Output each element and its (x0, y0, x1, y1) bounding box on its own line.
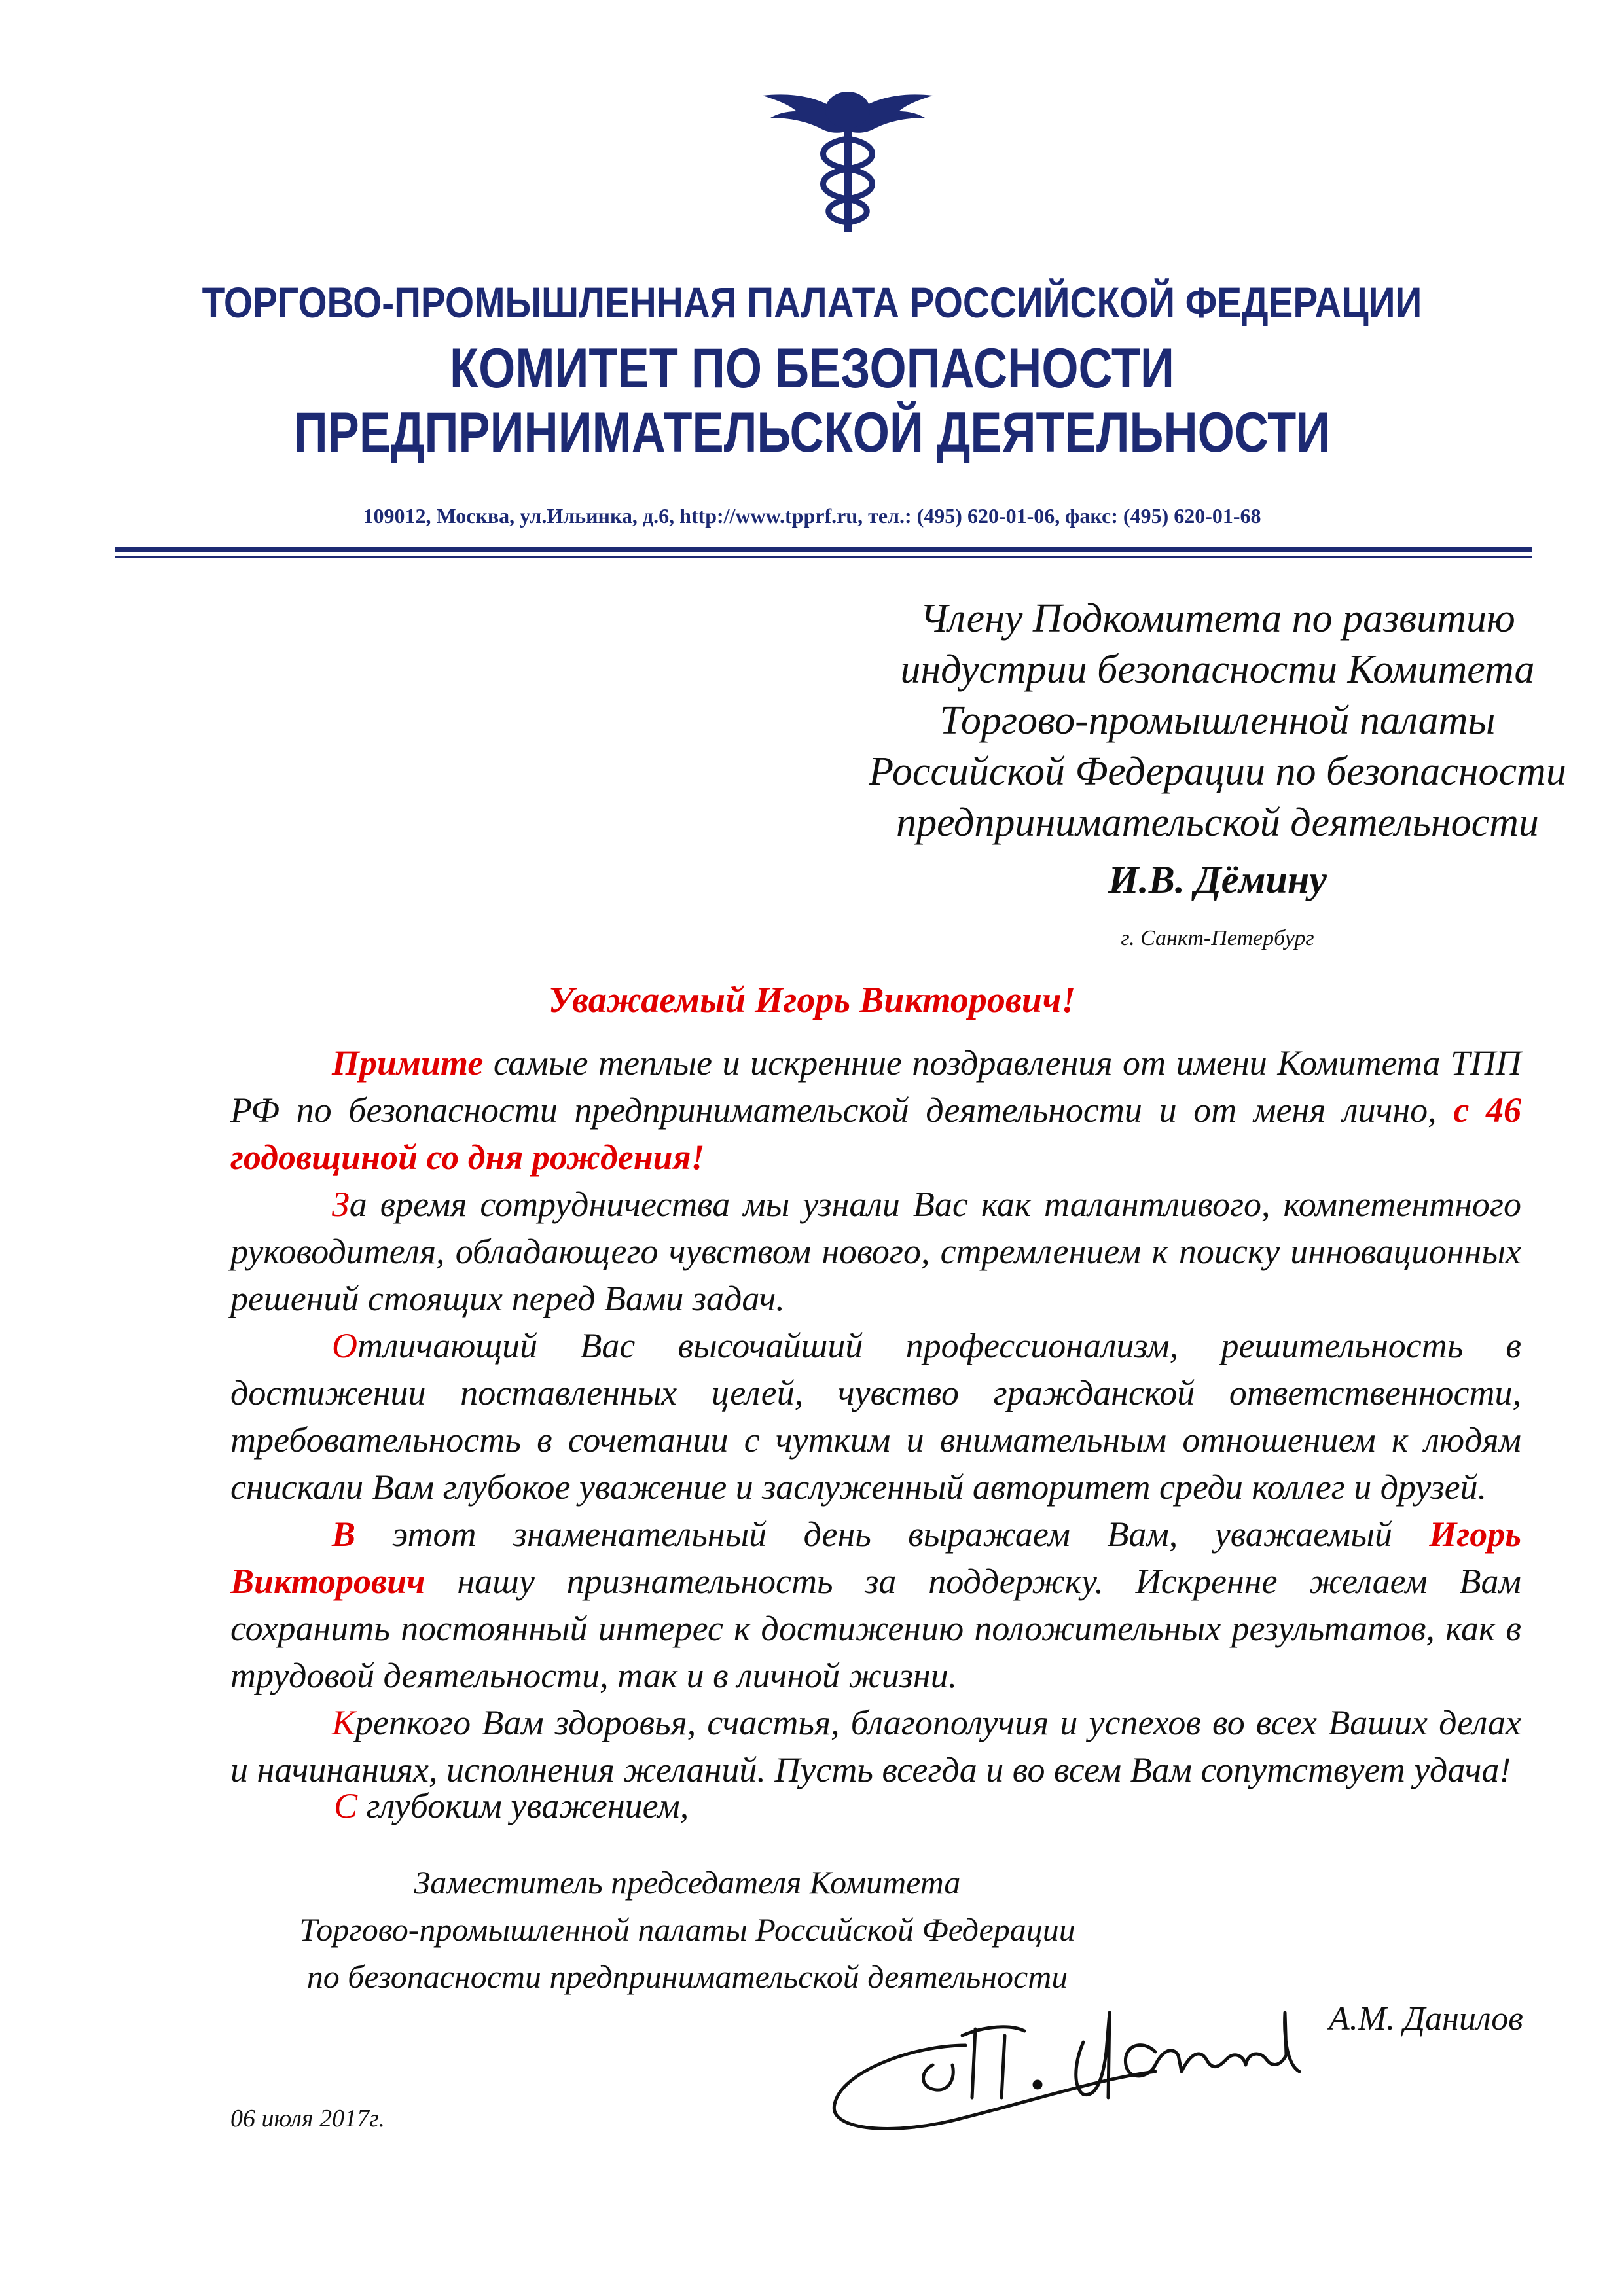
paragraph-wishes (230, 1699, 1521, 1793)
position-line: по безопасности предпринимательской деятельности (306, 1958, 1068, 1995)
birthday-highlight: с 46 годовщиной со дня рождения! (230, 1090, 1521, 1177)
recipient-name-highlight: Игорь Викторович (230, 1515, 1521, 1601)
recipient-line: Российской Федерации по безопасности (869, 749, 1566, 794)
recipient-block (857, 593, 1578, 848)
closing-initial: С (334, 1786, 358, 1825)
paragraph-text: а время сотрудничества мы узнали Вас как талантливого, компетентного руководителя, обладающего чувством нового, стремлением к поиску инновационных решений стоящих перед Вами задач. (230, 1185, 1521, 1318)
recipient-name: И.В. Дёмину (1108, 858, 1327, 901)
paragraph-gratitude (230, 1511, 1521, 1699)
paragraph-text: этот знаменательный день выражаем Вам, уважаемый (355, 1515, 1430, 1554)
recipient-line: Торгово-промышленной палаты (939, 698, 1496, 743)
paragraph-initial: О (332, 1326, 357, 1365)
letterhead-committee-subtitle: ПРЕДПРИНИМАТЕЛЬСКОЙ ДЕЯТЕЛЬНОСТИ (293, 401, 1331, 464)
paragraph-initial: З (332, 1185, 350, 1224)
signatory-name: А.М. Данилов (1329, 2000, 1523, 2037)
letter-date: 06 июля 2017г. (230, 2105, 385, 2132)
paragraph-initial: В (332, 1515, 356, 1554)
paragraph-congratulation (230, 1039, 1521, 1181)
paragraph-text: нашу признательность за поддержку. Искренне желаем Вам сохранить постоянный интерес к достижению положительных результатов, как в трудовой деятельности, так и в личной жизни. (230, 1562, 1521, 1695)
salutation: Уважаемый Игорь Викторович! (548, 980, 1076, 1020)
paragraph-text: тличающий Вас высочайший профессионализм, решительность в достижении поставленных целей, чувство гражданской ответственности, требовательность в сочетании с чутким и внимательным отношением к людям снискали Вам глубокое уважение и заслуженный авторитет среди коллег и друзей. (230, 1326, 1521, 1507)
paragraph-text: самые теплые и искренние поздравления от имени Комитета ТПП РФ по безопасности предпринимательской деятельности и от меня лично, (230, 1043, 1521, 1130)
recipient-line: индустрии безопасности Комитета (900, 647, 1535, 692)
recipient-city: г. Санкт-Петербург (1121, 926, 1314, 950)
letterhead-committee: КОМИТЕТ ПО БЕЗОПАСНОСТИ (450, 337, 1174, 400)
handwritten-signature-icon (815, 1973, 1352, 2144)
position-line: Торгово-промышленной палаты Российской Федерации (299, 1911, 1075, 1948)
letterhead-organization: ТОРГОВО-ПРОМЫШЛЕННАЯ ПАЛАТА РОССИЙСКОЙ ФЕДЕРАЦИИ (202, 278, 1422, 327)
closing-text: глубоким уважением, (357, 1786, 689, 1825)
recipient-line: предпринимательской деятельности (896, 800, 1539, 845)
letterhead-address: 109012, Москва, ул.Ильинка, д.6, http://www.tpprf.ru, тел.: (495) 620-01-06, факс: (495) 620-01-68 (363, 504, 1261, 528)
paragraph-initial: К (332, 1703, 355, 1742)
paragraph-text: репкого Вам здоровья, счастья, благополучия и успехов во всех Ваших делах и начинаниях, исполнения желаний. Пусть всегда и во всем Вам сопутствует удача! (230, 1703, 1521, 1789)
letterhead-divider-thin (115, 556, 1532, 558)
letter-body (230, 1039, 1521, 1793)
recipient-line: Члену Подкомитета по развитию (920, 596, 1515, 641)
position-line: Заместитель председателя Комитета (414, 1864, 961, 1901)
closing-phrase (334, 1785, 689, 1826)
paragraph-lead-word: Примите (332, 1043, 484, 1083)
paragraph-cooperation (230, 1181, 1521, 1322)
letterhead-divider (115, 547, 1532, 552)
caduceus-logo-icon (749, 79, 946, 236)
paragraph-professionalism (230, 1322, 1521, 1511)
